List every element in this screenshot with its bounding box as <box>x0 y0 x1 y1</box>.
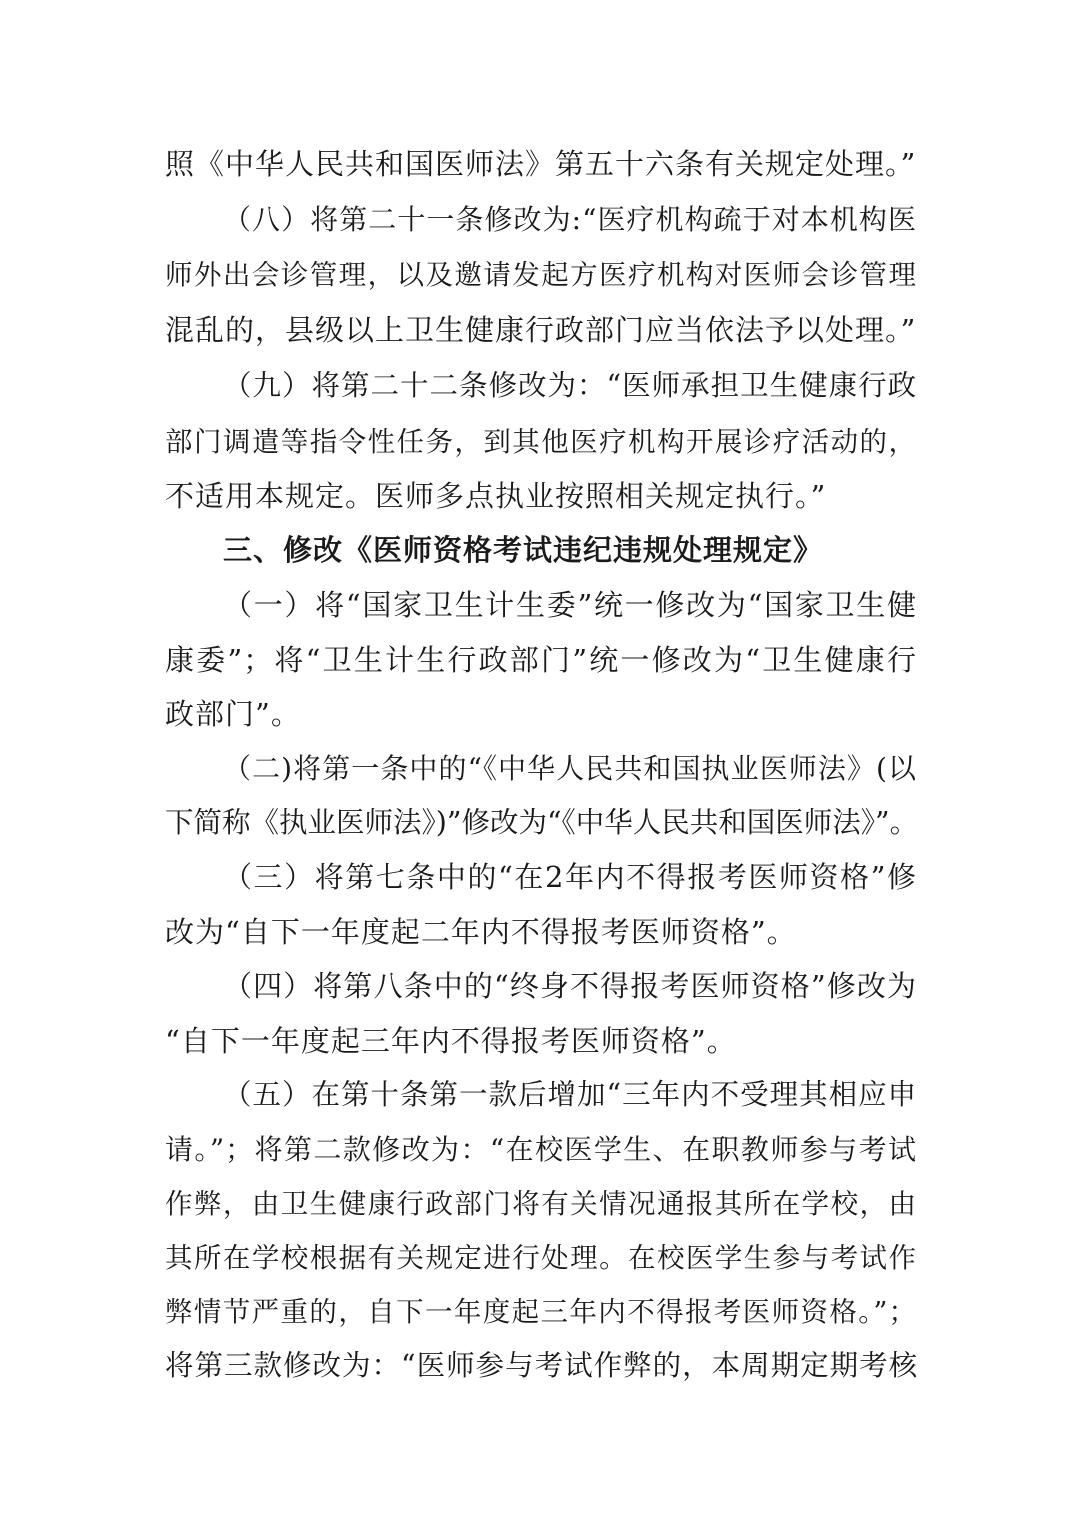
text-line: （五）在第十条第一款后增加“三年内不受理其相应申 <box>223 1078 918 1111</box>
text-line: 政部门”。 <box>165 697 301 731</box>
text-line: 下简称《执业医师法》)”修改为“《中华人民共和国医师法》”。 <box>165 806 919 839</box>
text-line: 弊情节严重的，自下一年度起三年内不得报考医师资格。”； <box>165 1296 917 1328</box>
text-line: （三）将第七条中的“在2年内不得报考医师资格”修 <box>223 860 917 894</box>
text-line: 不适用本规定。医师多点执业按照相关规定执行。” <box>165 479 827 513</box>
text-line: 照《中华人民共和国医师法》第五十六条有关规定处理。” <box>165 147 917 181</box>
text-line: 作弊，由卫生健康行政部门将有关情况通报其所在学校，由 <box>165 1188 917 1220</box>
text-line: 请。”；将第二款修改为：“在校医学生、在职教师参与考试 <box>165 1133 917 1166</box>
text-line: 师外出会诊管理，以及邀请发起方医疗机构对医师会诊管理 <box>165 259 917 291</box>
text-line: “自下一年度起三年内不得报考医师资格”。 <box>165 1024 737 1058</box>
text-line: （八）将第二十一条修改为:“医疗机构疏于对本机构医 <box>223 203 917 236</box>
text-line: 其所在学校根据有关规定进行处理。在校医学生参与考试作 <box>165 1242 917 1274</box>
section-heading: 三、修改《医师资格考试违纪违规处理规定》 <box>223 533 824 567</box>
text-line: 混乱的，县级以上卫生健康行政部门应当依法予以处理。” <box>165 313 917 347</box>
text-line: （九）将第二十二条修改为：“医师承担卫生健康行政 <box>223 369 918 402</box>
text-line: 部门调遣等指令性任务，到其他医疗机构开展诊疗活动的， <box>165 426 917 458</box>
text-line: 将第三款修改为：“医师参与考试作弊的，本周期定期考核 <box>165 1349 919 1382</box>
text-line: 改为“自下一年度起二年内不得报考医师资格”。 <box>165 915 797 949</box>
text-line: （二)将第一条中的“《中华人民共和国执业医师法》(以 <box>223 752 917 785</box>
text-line: （四）将第八条中的“终身不得报考医师资格”修改为 <box>223 969 917 1003</box>
text-line: 康委”；将“卫生计生行政部门”统一修改为“卫生健康行 <box>165 643 917 677</box>
text-line: （一）将“国家卫生计生委”统一修改为“国家卫生健 <box>223 588 917 622</box>
